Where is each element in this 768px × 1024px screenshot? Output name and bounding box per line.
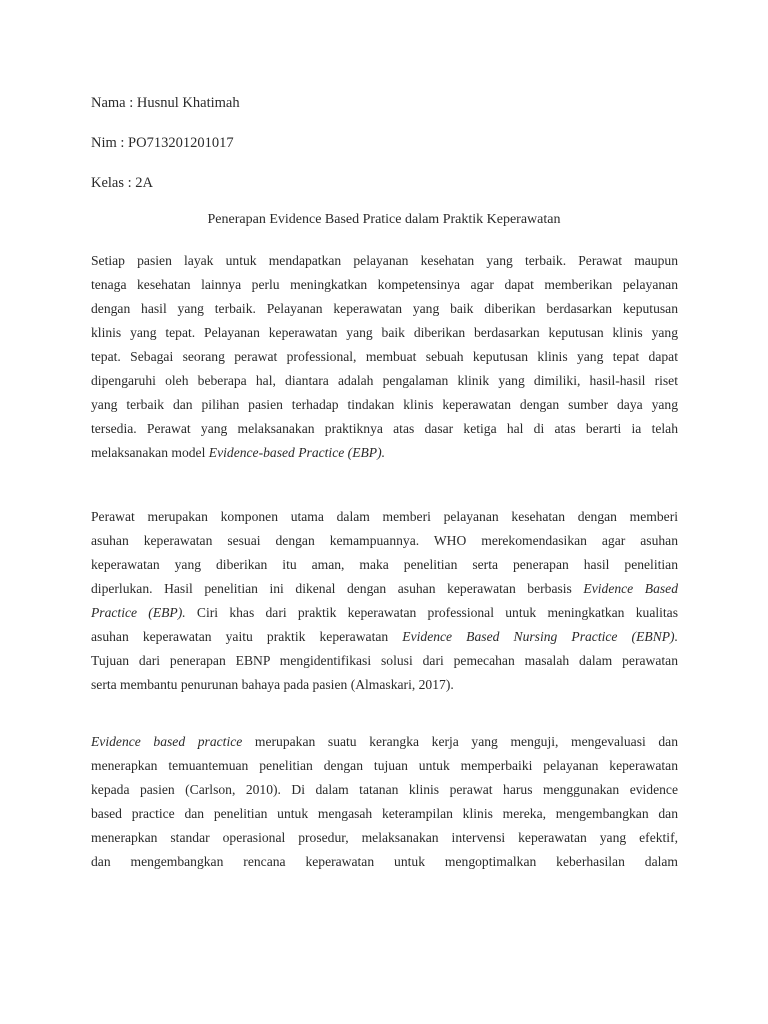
paragraph-2-line: Perawat merupakan komponen utama dalam memberi pelayanan kesehatan dengan memberi <box>91 509 678 524</box>
student-name: Nama : Husnul Khatimah <box>91 95 240 111</box>
paragraph-3 <box>91 730 678 874</box>
paragraph-3-line: based practice dan penelitian untuk mengasah keterampilan klinis mereka, mengembangkan dan <box>91 806 678 821</box>
document-title: Penerapan Evidence Based Pratice dalam Praktik Keperawatan <box>207 212 561 227</box>
term-practice-ebp: Practice (EBP). <box>91 605 186 620</box>
term-ebp: Evidence-based Practice (EBP). <box>208 445 386 460</box>
paragraph-1-line: dipengaruhi oleh beberapa hal, diantara adalah pengalaman klinik yang dimiliki, hasil-hasil riset <box>91 373 678 388</box>
student-class: Kelas : 2A <box>91 175 154 191</box>
paragraph-1-line: tersedia. Perawat yang melaksanakan praktiknya atas dasar ketiga hal di atas berarti ia telah <box>91 421 678 436</box>
paragraph-2-text: diperlukan. Hasil penelitian ini dikenal dengan asuhan keperawatan berbasis <box>91 581 584 596</box>
paragraph-1-line: tepat. Sebagai seorang perawat professional, membuat sebuah keputusan klinis yang tepat dapat <box>91 349 678 364</box>
paragraph-1-line: klinis yang tepat. Pelayanan keperawatan yang baik diberikan berdasarkan keputusan klinis yang <box>91 325 678 340</box>
term-evidence-based: Evidence Based <box>583 581 678 596</box>
paragraph-3-line: menerapkan temuantemuan penelitian dengan tujuan untuk memperbaiki pelayanan keperawatan <box>91 758 678 773</box>
paragraph-2-line <box>91 577 678 601</box>
paragraph-1-last-line <box>91 441 678 465</box>
paragraph-1 <box>91 249 678 465</box>
paragraph-3-line: dan mengembangkan rencana keperawatan untuk mengoptimalkan keberhasilan dalam <box>91 854 678 869</box>
paragraph-2-text: Ciri khas dari praktik keperawatan professional untuk meningkatkan kualitas <box>185 605 679 620</box>
term-evidence-based-practice: Evidence based practice <box>91 734 243 749</box>
paragraph-1-last-text: melaksanakan model <box>91 445 209 460</box>
paragraph-2-text: asuhan keperawatan yaitu praktik keperawatan <box>91 629 403 644</box>
paragraph-1-line: tenaga kesehatan lainnya perlu meningkatkan kompetensinya agar dapat memberikan pelayanan <box>91 277 678 292</box>
paragraph-2-line: Tujuan dari penerapan EBNP mengidentifikasi solusi dari pemecahan masalah dalam perawatan <box>91 653 678 668</box>
paragraph-3-line <box>91 730 678 754</box>
paragraph-1-line: yang terbaik dan pilihan pasien terhadap tindakan klinis keperawatan dengan sumber daya yang <box>91 397 678 412</box>
student-nim: Nim : PO713201201017 <box>91 135 234 151</box>
paragraph-3-line: menerapkan standar operasional prosedur, melaksanakan intervensi keperawatan yang efektif, <box>91 830 678 845</box>
paragraph-2-line: serta membantu penurunan bahaya pada pasien (Almaskari, 2017). <box>91 677 454 692</box>
paragraph-3-line: kepada pasien (Carlson, 2010). Di dalam tatanan klinis perawat harus menggunakan evidence <box>91 782 678 797</box>
paragraph-2-line: asuhan keperawatan sesuai dengan kemampuannya. WHO merekomendasikan agar asuhan <box>91 533 678 548</box>
term-ebnp: Evidence Based Nursing Practice (EBNP). <box>402 629 678 644</box>
paragraph-2 <box>91 505 678 697</box>
paragraph-3-text: merupakan suatu kerangka kerja yang menguji, mengevaluasi dan <box>242 734 679 749</box>
paragraph-2-line <box>91 601 678 625</box>
paragraph-1-line: dengan hasil yang terbaik. Pelayanan keperawatan yang baik diberikan berdasarkan keputusan <box>91 301 678 316</box>
paragraph-1-line: Setiap pasien layak untuk mendapatkan pelayanan kesehatan yang terbaik. Perawat maupun <box>91 253 678 268</box>
paragraph-2-line <box>91 625 678 649</box>
paragraph-2-line: keperawatan yang diberikan itu aman, maka penelitian serta penerapan hasil penelitian <box>91 557 678 572</box>
